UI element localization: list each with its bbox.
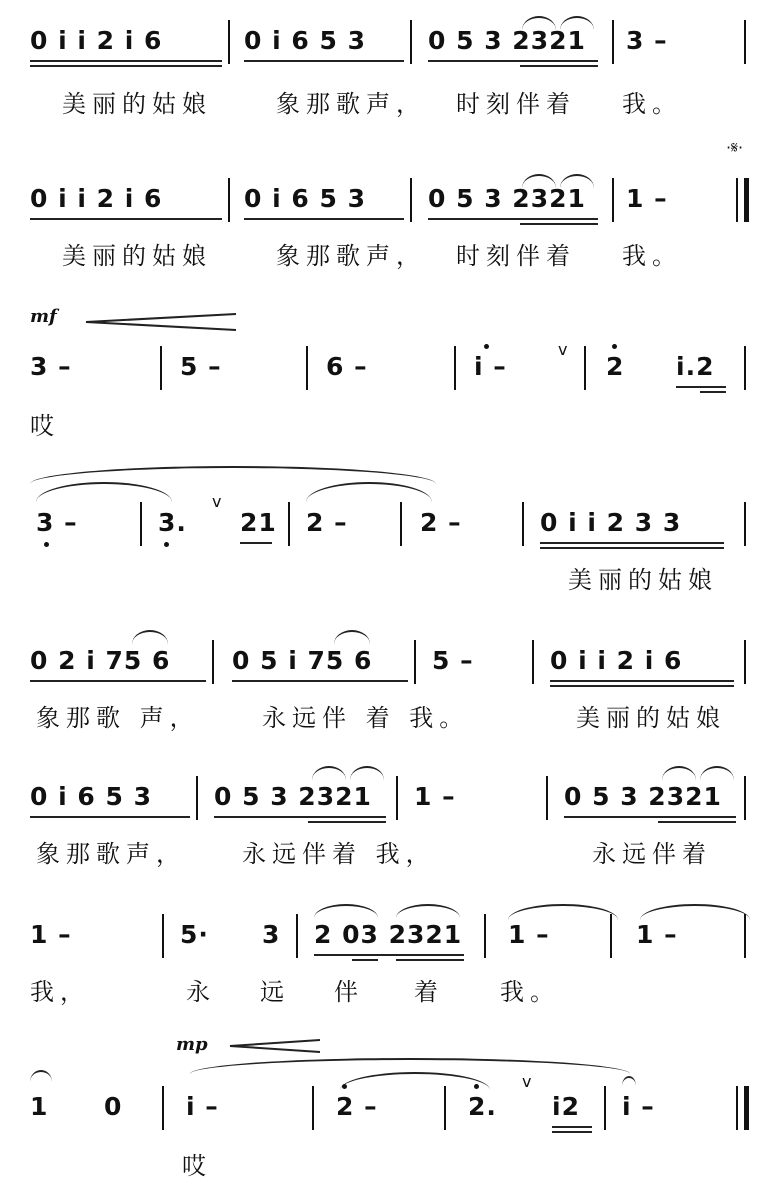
barline	[612, 20, 614, 64]
measure-2-note: 3	[262, 920, 281, 949]
measure-5: i –	[622, 1092, 655, 1121]
lyrics-row	[0, 838, 779, 870]
notes-row	[0, 182, 779, 218]
lyrics-row	[0, 240, 779, 272]
measure-2: 0 i 6 5 3	[244, 26, 366, 55]
barline	[744, 346, 746, 390]
lyric: 象那歌声，	[276, 90, 426, 118]
slur	[560, 16, 594, 30]
low-octave-dot	[164, 542, 169, 547]
barline	[160, 346, 162, 390]
measure-1-rest: 0	[104, 1092, 123, 1121]
lyric: 伴	[334, 978, 364, 1006]
measure-2-note: 5·	[180, 920, 209, 949]
barline	[444, 1086, 446, 1130]
breath-mark: v	[558, 340, 568, 359]
lyric: 时刻伴着	[456, 90, 576, 118]
high-octave-dot	[612, 344, 617, 349]
measure-4: 1 –	[626, 184, 668, 213]
measure-1: 3 –	[30, 352, 72, 381]
barline	[396, 776, 398, 820]
low-octave-dot	[44, 542, 49, 547]
underline	[564, 816, 736, 818]
measure-2: 0 i 6 5 3	[244, 184, 366, 213]
barline	[288, 502, 290, 546]
slur	[350, 766, 384, 780]
underline	[308, 821, 386, 823]
segno-icon: ·𝄋·	[726, 138, 744, 157]
underline	[540, 547, 724, 549]
measure-2: 5 –	[180, 352, 222, 381]
barline	[162, 914, 164, 958]
barline	[546, 776, 548, 820]
barline	[196, 776, 198, 820]
measure-3: 2 –	[336, 1092, 378, 1121]
underline	[30, 60, 222, 62]
lyric: 着	[414, 978, 444, 1006]
underline	[30, 680, 206, 682]
measure-5: 1 –	[636, 920, 678, 949]
notes-row	[0, 1072, 779, 1126]
barline	[312, 1086, 314, 1130]
measure-3: 6 –	[326, 352, 368, 381]
barline	[306, 346, 308, 390]
barline	[484, 914, 486, 958]
fermata-icon	[622, 1076, 636, 1086]
barline	[454, 346, 456, 390]
barline	[744, 20, 746, 64]
underline	[550, 680, 734, 682]
high-octave-dot	[484, 344, 489, 349]
notes-row	[0, 24, 779, 60]
underline	[552, 1126, 592, 1128]
barline	[410, 178, 412, 222]
barline	[736, 178, 738, 222]
measure-4-note: 2.	[468, 1092, 497, 1121]
underline	[658, 821, 736, 823]
high-octave-dot	[342, 1084, 347, 1089]
barline	[610, 914, 612, 958]
barline	[212, 640, 214, 684]
breath-mark: v	[212, 492, 222, 511]
lyric: 象那歌声，	[276, 242, 426, 270]
underline	[30, 218, 222, 220]
crescendo-hairpin	[228, 1038, 324, 1054]
notes-row	[0, 644, 779, 680]
slur	[662, 766, 696, 780]
slur	[560, 174, 594, 188]
slur	[132, 630, 168, 644]
barline	[744, 776, 746, 820]
underline	[700, 391, 726, 393]
lyric: 永	[186, 978, 216, 1006]
barline	[414, 640, 416, 684]
measure-2: i –	[186, 1092, 219, 1121]
lyric: 哎	[182, 1152, 212, 1180]
underline	[428, 60, 598, 62]
lyrics-row	[0, 1150, 779, 1182]
measure-4: 1 –	[508, 920, 550, 949]
barline	[744, 640, 746, 684]
measure-5-note: i.2	[676, 352, 715, 381]
measure-3: 1 –	[414, 782, 456, 811]
measure-3: 0 5 3 2321	[428, 26, 586, 55]
underline	[244, 218, 404, 220]
crescendo-hairpin	[84, 312, 240, 332]
barline	[296, 914, 298, 958]
breath-mark: v	[522, 1072, 532, 1091]
underline	[520, 65, 598, 67]
slur	[314, 904, 378, 918]
barline	[744, 914, 746, 958]
slur	[522, 16, 556, 30]
underline	[676, 386, 726, 388]
measure-4: 0 5 3 2321	[564, 782, 722, 811]
underline	[520, 223, 598, 225]
underline	[232, 680, 408, 682]
tie-end	[30, 1070, 52, 1082]
lyrics-row	[0, 88, 779, 120]
barline	[736, 1086, 738, 1130]
lyric: 象那歌 声，	[36, 704, 200, 732]
underline	[428, 218, 598, 220]
measure-1: 1 –	[30, 920, 72, 949]
lyrics-row	[0, 410, 779, 442]
underline	[214, 816, 386, 818]
underline	[30, 65, 222, 67]
measure-2: 0 5 i 75 6	[232, 646, 373, 675]
barline	[744, 502, 746, 546]
barline	[228, 178, 230, 222]
underline	[240, 542, 272, 544]
slur	[396, 904, 460, 918]
tie	[36, 482, 172, 502]
slur	[334, 630, 370, 644]
measure-3: 5 –	[432, 646, 474, 675]
notes-row	[0, 780, 779, 816]
dynamic-mp: mp	[176, 1034, 208, 1055]
barline	[400, 502, 402, 546]
measure-2-note: 21	[240, 508, 277, 537]
measure-1: 0 i i 2 i 6	[30, 26, 163, 55]
lyric: 时刻伴着	[456, 242, 576, 270]
notes-row	[0, 492, 779, 542]
measure-2: 0 5 3 2321	[214, 782, 372, 811]
measure-2-note: 3.	[158, 508, 187, 537]
measure-3: 0 5 3 2321	[428, 184, 586, 213]
barline	[522, 502, 524, 546]
lyric: 哎	[30, 412, 60, 440]
measure-4: 0 i i 2 i 6	[550, 646, 683, 675]
lyric: 我。	[500, 978, 560, 1006]
final-barline	[744, 178, 749, 222]
lyric: 永远伴着	[592, 840, 712, 868]
final-barline	[744, 1086, 749, 1130]
measure-5-note: 2	[606, 352, 625, 381]
measure-1-note: 1	[30, 1092, 49, 1121]
underline	[540, 542, 724, 544]
notes-row	[0, 340, 779, 386]
lyrics-row	[0, 976, 779, 1008]
tie	[306, 482, 432, 502]
slur	[312, 766, 346, 780]
lyrics-row	[0, 702, 779, 734]
lyric: 美丽的姑娘	[576, 704, 726, 732]
underline	[550, 685, 734, 687]
barline	[140, 502, 142, 546]
high-octave-dot	[474, 1084, 479, 1089]
measure-4-note: i2	[552, 1092, 580, 1121]
measure-1: 0 2 i 75 6	[30, 646, 171, 675]
measure-1: 0 i i 2 i 6	[30, 184, 163, 213]
barline	[584, 346, 586, 390]
dynamic-mf: mf	[30, 306, 57, 327]
lyric: 美丽的姑娘	[62, 90, 212, 118]
lyric: 我。	[622, 90, 682, 118]
slur	[522, 174, 556, 188]
barline	[410, 20, 412, 64]
measure-3: 2 –	[306, 508, 348, 537]
barline	[228, 20, 230, 64]
measure-1: 3 –	[36, 508, 78, 537]
barline	[604, 1086, 606, 1130]
lyric: 美丽的姑娘	[568, 566, 718, 594]
barline	[612, 178, 614, 222]
lyric: 远	[260, 978, 290, 1006]
barline	[532, 640, 534, 684]
lyric: 永远伴 着 我。	[262, 704, 470, 732]
measure-3: 2 03 2321	[314, 920, 463, 949]
underline	[352, 959, 378, 961]
underline	[30, 816, 190, 818]
tie	[340, 1072, 490, 1090]
barline	[162, 1086, 164, 1130]
measure-4: 2 –	[420, 508, 462, 537]
lyric: 永远伴着 我，	[242, 840, 436, 868]
lyric: 我，	[30, 978, 90, 1006]
measure-5: 0 i i 2 3 3	[540, 508, 682, 537]
lyrics-row	[0, 564, 779, 596]
slur	[700, 766, 734, 780]
underline	[244, 60, 404, 62]
underline	[314, 954, 464, 956]
measure-4: i –	[474, 352, 507, 381]
underline	[552, 1131, 592, 1133]
underline	[396, 959, 464, 961]
measure-1: 0 i 6 5 3	[30, 782, 152, 811]
notes-row	[0, 918, 779, 954]
measure-4: 3 –	[626, 26, 668, 55]
lyric: 象那歌声，	[36, 840, 186, 868]
lyric: 我。	[622, 242, 682, 270]
lyric: 美丽的姑娘	[62, 242, 212, 270]
